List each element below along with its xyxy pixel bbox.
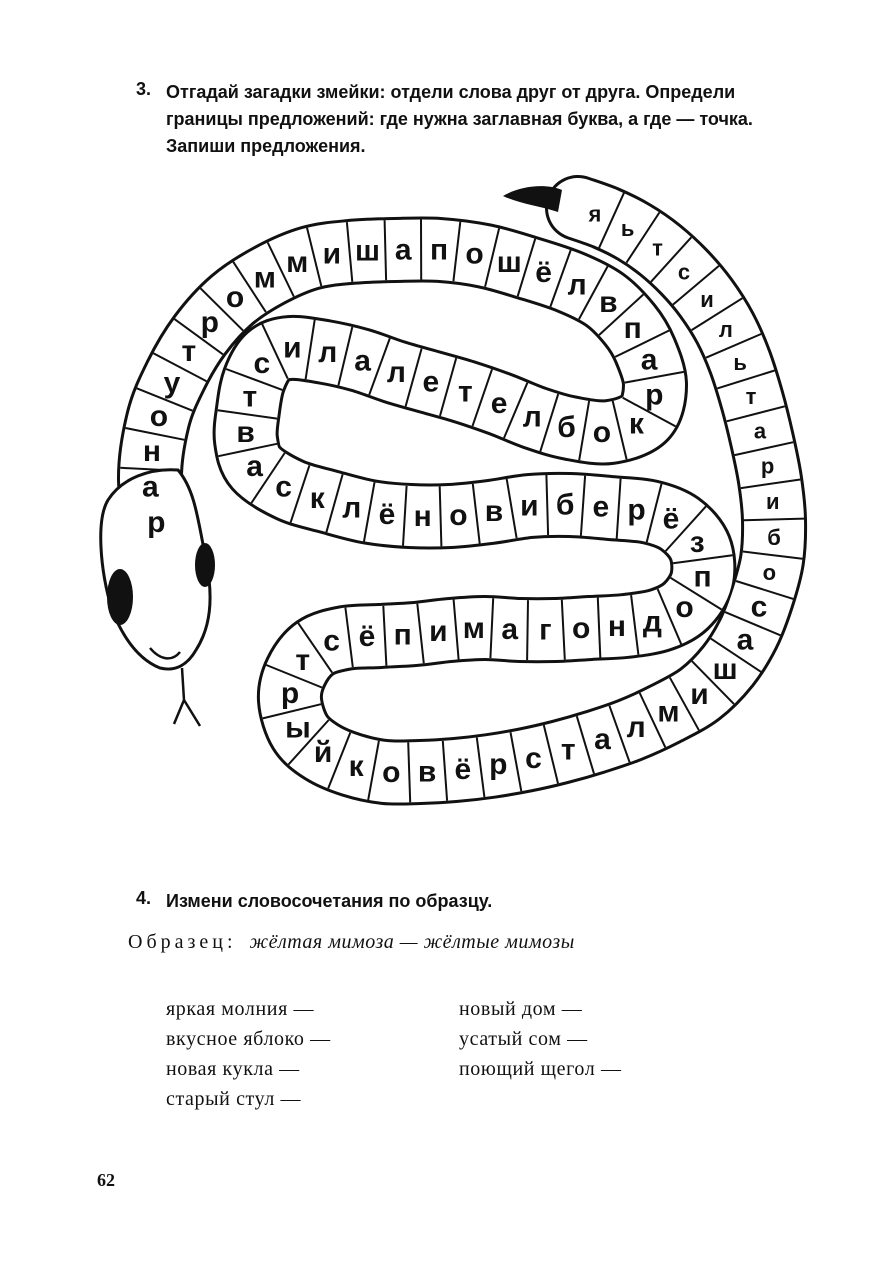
- snake-letter: б: [767, 524, 781, 550]
- snake-letter: о: [382, 756, 401, 789]
- snake-letter: п: [623, 312, 642, 345]
- snake-letter: т: [745, 384, 757, 410]
- snake-letter: б: [555, 488, 575, 522]
- snake-letter: с: [275, 470, 292, 504]
- snake-letter: р: [489, 748, 508, 782]
- snake-letter: м: [462, 611, 486, 645]
- snake-letter: н: [607, 610, 626, 644]
- snake-letter: с: [323, 624, 340, 658]
- snake-letter: а: [142, 470, 159, 504]
- snake-letter: л: [567, 268, 587, 302]
- snake-letter: о: [465, 237, 484, 271]
- snake-letter: л: [386, 355, 406, 389]
- snake-letter: к: [309, 482, 325, 516]
- snake-letter: н: [413, 500, 432, 533]
- snake-letter: о: [225, 281, 245, 314]
- sample-text: жёлтая мимоза — жёлтые мимозы: [249, 931, 575, 953]
- task-4-text: Измени словосочетания по образцу.: [166, 891, 493, 911]
- page-number: 62: [97, 1170, 115, 1190]
- snake-letter: р: [200, 306, 219, 340]
- snake-letter: ё: [378, 497, 396, 531]
- snake-letter: е: [490, 387, 508, 421]
- snake-letter: р: [280, 677, 300, 711]
- phrases-left-column: [166, 994, 331, 1114]
- snake-letter: л: [318, 336, 338, 369]
- snake-letter: а: [246, 449, 263, 483]
- task-4-number: 4.: [136, 888, 152, 908]
- snake-letter: ё: [535, 256, 552, 290]
- snake-letter: т: [295, 644, 311, 678]
- snake-letter: и: [520, 489, 539, 523]
- snake-tongue-icon: [174, 668, 200, 726]
- snake-letter: к: [348, 749, 364, 783]
- sample-label: Образец:: [128, 931, 237, 953]
- snake-letter: о: [449, 498, 468, 532]
- snake-tail-tip-icon: [503, 186, 562, 212]
- phrase-item: старый стул —: [166, 1088, 302, 1110]
- snake-letter: д: [642, 605, 662, 639]
- snake-letter: т: [652, 235, 663, 261]
- snake-letter: ш: [712, 653, 738, 686]
- snake-letter: о: [675, 590, 694, 624]
- snake-letter: а: [594, 723, 611, 757]
- snake-letter: а: [354, 344, 371, 378]
- snake-letter: а: [736, 623, 754, 657]
- snake-letter: ь: [620, 215, 635, 241]
- snake-letter: а: [753, 418, 767, 444]
- snake-letter: о: [592, 416, 612, 449]
- snake-letter: л: [522, 400, 542, 434]
- snake-letter: а: [501, 612, 519, 646]
- snake-letter: с: [525, 741, 542, 775]
- snake-letter: м: [253, 261, 277, 295]
- task-3-text: Отгадай загадки змейки: отдели слова друг от друга. Определи границы предложений: где нужна заглавная буква, а где — точка. Запиши предложения.: [166, 82, 753, 156]
- snake-letter: ё: [662, 502, 680, 536]
- snake-letter: т: [457, 375, 473, 409]
- snake-letter: с: [750, 590, 768, 624]
- snake-letter: т: [242, 380, 258, 414]
- snake-letter: р: [627, 493, 646, 527]
- snake-segment-divider: [527, 600, 528, 660]
- snake-letter: в: [417, 755, 437, 789]
- task-3-number: 3.: [136, 79, 152, 99]
- snake-letter: п: [429, 233, 449, 267]
- snake-letter: г: [539, 613, 552, 647]
- snake-letter: л: [342, 491, 362, 525]
- snake-letter: а: [394, 233, 412, 267]
- snake-letter: и: [690, 677, 709, 711]
- snake-letter: е: [422, 365, 440, 399]
- snake-left-eye-icon: [107, 569, 133, 625]
- phrases-right-column: [459, 994, 622, 1084]
- snake-letter: ш: [496, 245, 522, 279]
- snake-letter: а: [640, 343, 658, 377]
- snake-letter: и: [322, 237, 342, 271]
- snake-letter: о: [762, 560, 777, 586]
- snake-letter: в: [236, 415, 255, 449]
- snake-letter: о: [572, 612, 591, 646]
- snake-letter: ы: [285, 711, 311, 745]
- phrase-item: яркая молния —: [166, 998, 315, 1020]
- snake-letter: и: [766, 489, 780, 515]
- snake-letter: р: [645, 378, 664, 412]
- snake-letter: л: [718, 317, 733, 343]
- snake-letter: с: [253, 346, 271, 380]
- snake-letter: и: [429, 614, 448, 648]
- snake-letter: к: [628, 407, 644, 441]
- phrase-item: поющий щегол —: [459, 1058, 622, 1080]
- snake-right-eye-icon: [195, 543, 215, 587]
- snake-letter: р: [760, 453, 775, 479]
- snake-letter: т: [560, 733, 576, 767]
- phrase-item: новый дом —: [459, 998, 583, 1020]
- snake-letter: з: [689, 525, 705, 559]
- snake-letter: т: [181, 335, 197, 369]
- snake-letter: п: [393, 618, 412, 652]
- sample: [128, 931, 575, 954]
- snake-letter: м: [657, 695, 680, 729]
- snake-letter: в: [484, 494, 504, 528]
- snake-letter: л: [626, 711, 646, 744]
- phrase-item: усатый сом —: [459, 1028, 588, 1050]
- snake-letter: ё: [358, 619, 376, 653]
- snake-letter: м: [286, 245, 309, 279]
- snake-letter: п: [693, 560, 712, 594]
- snake-letter: б: [557, 410, 576, 444]
- snake-letter: ь: [733, 350, 747, 375]
- snake-letter: е: [592, 490, 610, 524]
- snake-letter: в: [599, 286, 618, 319]
- snake-letter: с: [677, 259, 691, 285]
- snake-letter: у: [163, 366, 181, 400]
- snake-letter: р: [147, 506, 166, 539]
- snake-letter: ё: [454, 752, 472, 786]
- phrase-item: вкусное яблоко —: [166, 1028, 331, 1050]
- snake-letter: и: [283, 331, 302, 365]
- snake-letter: я: [588, 201, 602, 227]
- snake-letter: ш: [354, 234, 381, 268]
- snake-letter: й: [313, 736, 333, 770]
- phrase-item: новая кукла —: [166, 1058, 300, 1080]
- snake-letter: и: [700, 286, 714, 312]
- snake-letter: н: [142, 435, 161, 468]
- snake-letter: о: [149, 400, 169, 433]
